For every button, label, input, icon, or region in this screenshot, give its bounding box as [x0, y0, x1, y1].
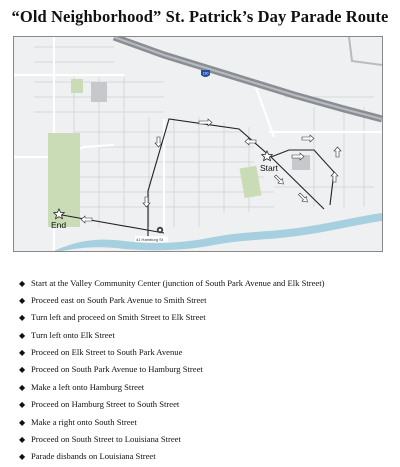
- route-map[interactable]: [13, 36, 383, 252]
- list-item: ◆ Start at the Valley Community Center (junction of South Park Avenue and Elk Street): [19, 278, 325, 288]
- svg-text:190: 190: [202, 71, 209, 76]
- list-item: ◆ Proceed east on South Park Avenue to Smith Street: [19, 295, 207, 305]
- svg-text:Start: Start: [260, 163, 278, 173]
- bullet-icon: ◆: [19, 365, 26, 374]
- highway-190: [114, 37, 382, 119]
- bullet-icon: ◆: [19, 296, 26, 305]
- bullet-icon: ◆: [19, 400, 26, 409]
- highway-shield-icon: [201, 70, 210, 77]
- page-title: “Old Neighborhood” St. Patrick’s Day Parade Route: [11, 7, 389, 26]
- list-item: ◆ Proceed on Elk Street to South Park Avenue: [19, 347, 183, 357]
- bullet-icon: ◆: [19, 313, 26, 322]
- list-item: ◆ Proceed on South Park Avenue to Hamburg Street: [19, 364, 203, 374]
- river: [54, 213, 382, 251]
- parade-route: [62, 119, 334, 237]
- bullet-icon: ◆: [19, 383, 26, 392]
- list-item: ◆ Turn left onto Elk Street: [19, 330, 115, 340]
- building-block: [91, 82, 107, 102]
- list-item: ◆ Make a right onto South Street: [19, 417, 137, 427]
- bullet-icon: ◆: [19, 418, 26, 427]
- list-item: ◆ Proceed on South Street to Louisiana Street: [19, 434, 181, 444]
- bullet-icon: ◆: [19, 279, 26, 288]
- list-item: ◆ Make a left onto Hamburg Street: [19, 382, 145, 392]
- bullet-icon: ◆: [19, 348, 26, 357]
- svg-text:41 Hamburg St: 41 Hamburg St: [136, 237, 163, 242]
- list-item: ◆ Parade disbands on Louisiana Street: [19, 451, 156, 461]
- park-area: [71, 79, 83, 93]
- list-item: ◆ Proceed on Hamburg Street to South Street: [19, 399, 180, 409]
- svg-text:End: End: [51, 220, 67, 230]
- list-item: ◆ Turn left and proceed on Smith Street to Elk Street: [19, 312, 206, 322]
- bullet-icon: ◆: [19, 331, 26, 340]
- park-area: [240, 166, 262, 198]
- bullet-icon: ◆: [19, 452, 26, 461]
- bullet-icon: ◆: [19, 435, 26, 444]
